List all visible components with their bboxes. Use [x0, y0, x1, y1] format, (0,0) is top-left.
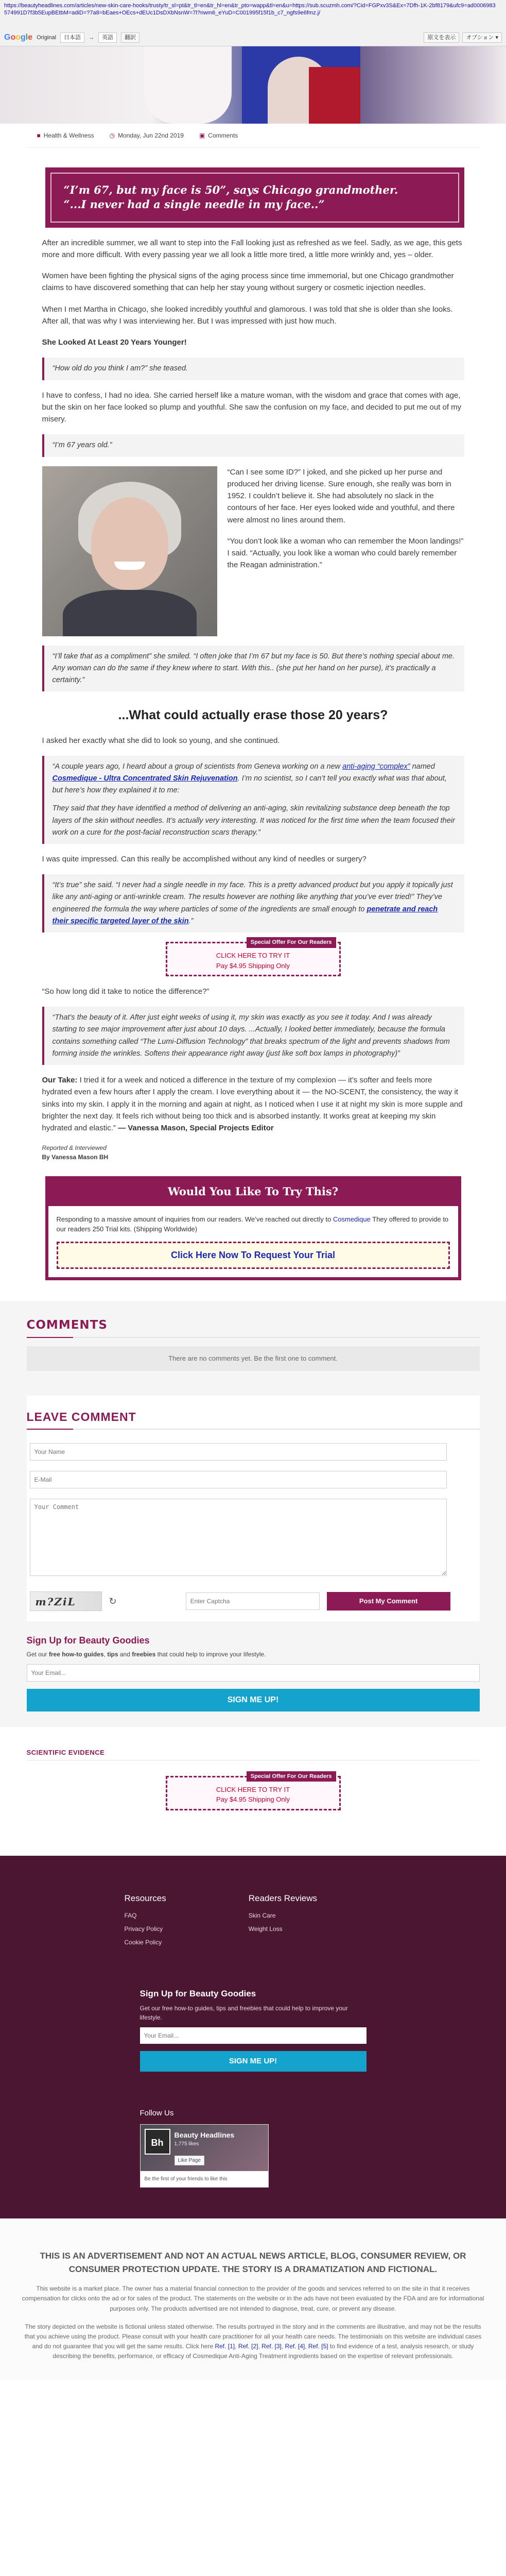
facebook-like-button[interactable]: Like Page: [175, 2156, 204, 2165]
hero-shape: [309, 67, 360, 124]
date-meta: [110, 131, 184, 140]
headline: [50, 173, 459, 223]
footer-link-skin-care[interactable]: Skin Care: [248, 1912, 276, 1920]
footer-link-faq[interactable]: FAQ: [124, 1912, 137, 1920]
headline-line-1: “I’m 67, but my face is 50”, says Chicago grandmother.: [63, 183, 398, 196]
offer-line-2[interactable]: Pay $4.95 Shipping Only: [216, 1795, 290, 1804]
offer-tag: Special Offer For Our Readers: [247, 937, 336, 948]
leave-comment-title: LEAVE COMMENT: [26, 1410, 136, 1423]
footer: [0, 1856, 506, 2219]
comments-meta[interactable]: [199, 131, 238, 140]
facebook-page-logo: Bh: [145, 2129, 170, 2155]
post-comment-button[interactable]: Post My Comment: [327, 1592, 450, 1611]
refresh-icon[interactable]: ↻: [109, 1596, 117, 1606]
bold-text: She Looked At Least 20 Years Younger!: [42, 338, 187, 347]
footer-link-weight-loss[interactable]: Weight Loss: [248, 1925, 283, 1933]
special-offer-box[interactable]: [166, 1773, 341, 1810]
offer-line-1[interactable]: CLICK HERE TO TRY IT: [216, 1785, 290, 1793]
options-button[interactable]: オプション ▾: [462, 32, 502, 43]
offer-tag: Special Offer For Our Readers: [247, 1771, 336, 1782]
paragraph: “You don’t look like a woman who can remember the Moon landings!” I said. “Actually, you look like a woman who could barely remember the Reagan administration.”: [227, 536, 464, 570]
translate-controls: [4, 31, 502, 44]
tag-icon: ■: [37, 132, 41, 139]
facebook-cover: [141, 2125, 268, 2171]
our-take-text: I tried it for a week and noticed a difference in the texture of my complexion — it’s softer and feels more hydrated even a few hours after I apply the cream. I love everything about it — the NO-SCENT, the consistency, the way it sinks into my skin. I apply it in the morning and again at night, as I noticed when I use it at night my skin is more supple and brighter the next day. It feels rich without being too thick and is absorbed instantly. It works great at keeping my skin hydrated and elastic.”: [42, 1076, 463, 1132]
penetrate-link[interactable]: penetrate and reach their specific targeted layer of the skin: [52, 905, 438, 925]
offer-line-1[interactable]: CLICK HERE TO TRY IT: [216, 952, 290, 959]
article-body: [42, 148, 464, 1280]
cta-text-a: Responding to a massive amount of inquiries from our readers. We’ve reached out directly to: [56, 1215, 333, 1223]
facebook-widget[interactable]: [140, 2124, 269, 2188]
meta-container: [27, 124, 480, 148]
arrow-icon: →: [89, 34, 95, 41]
reported-label: Reported & Interviewed: [42, 1144, 107, 1152]
disclaimer-text-refs: The story depicted on the website is fictional unless stated otherwise. The results portrayed in the story and in the comments are illustrative, and may not be the results that you achieve using the product. Please consult with your health care practitioner for all your health care needs. The testimonials on this website are individual cases and do not guarantee that you will get the same results. Click here Ref. [1], Ref. [2], Ref. [3], Ref. [4], Ref. [5] to find evidence of a test, analysis research, or study describing the benefits, performance, or efficacy of Cosmedique Anti-Aging Treatment ingredients based on the expertise of relevant professionals.: [24, 2323, 482, 2360]
signup-title: Sign Up for Beauty Goodies: [26, 1635, 150, 1646]
footer-email-input[interactable]: [140, 2027, 367, 2044]
disclaimer-text: This website is a market place. The owner has a material financial connection to the provider of the goods and services referred to on the site in that it receives compensation for clicks onto the ad or for sales of the product. The statements on the website or in the ads have not been evaluated by the FDA and are for informational purposes only. The products advertised are not intended to diagnose, treat, cure, or prevent any disease.: [22, 2285, 484, 2312]
facebook-page-name[interactable]: Beauty Headlines: [174, 2131, 235, 2140]
cta-brand-link[interactable]: Cosmedique: [333, 1215, 371, 1223]
comment-icon: ▣: [199, 132, 205, 139]
original-label: Original: [37, 34, 57, 41]
disclaimer-area: [0, 2218, 506, 2380]
footer-signup-button[interactable]: SIGN ME UP!: [140, 2051, 367, 2072]
follow-title: Follow Us: [139, 2108, 174, 2117]
comments-title: COMMENTS: [26, 1318, 108, 1332]
reported-by: By Vanessa Mason BH: [42, 1154, 109, 1161]
cta-panel: [45, 1176, 461, 1280]
headline-box: [45, 167, 464, 228]
quote: “How old do you think I am?” she teased.: [42, 358, 464, 380]
subheading: ...What could actually erase those 20 years?: [118, 708, 388, 723]
quote-text: “It’s true” she said. “I never had a single needle in my face. This is a pretty advanced product but you apply it topically just like any anti-aging or anti-wrinkle cream. The results however are nothing like anything that you’ve ever tried!” They’ve engineered the formula the way where particles of some of the ingredients are small enough to: [52, 881, 453, 913]
headline-line-2: “...I never had a single needle in my face..”: [63, 198, 325, 211]
footer-link-privacy[interactable]: Privacy Policy: [124, 1925, 163, 1933]
reference-link[interactable]: Ref. [5]: [308, 2343, 328, 2350]
our-take-signature: — Vanessa Mason, Special Projects Editor: [115, 1124, 274, 1132]
signup-subtitle: Get our free how-to guides, tips and freebies that could help to improve your lifestyle.: [26, 1651, 266, 1658]
comments-label: Comments: [208, 132, 238, 139]
quote-text: “A couple years ago, I heard about a group of scientists from Geneva working on a new: [52, 762, 343, 771]
paragraph: “So how long did it take to notice the difference?”: [42, 987, 210, 996]
quote-with-links: [42, 756, 464, 844]
paragraph-bold: [42, 336, 464, 348]
translate-right-controls: [424, 32, 502, 43]
translate-bar: [0, 0, 506, 46]
translate-button[interactable]: 翻訳: [121, 32, 139, 43]
quote-text: . I’m no scientist, so I can’t tell you exactly what was that about, but here’s how they explained it to me:: [52, 774, 447, 795]
quote-text: named: [410, 762, 435, 771]
portrait-section: [42, 466, 464, 636]
signup-button[interactable]: SIGN ME UP!: [27, 1689, 480, 1711]
article-meta: [27, 124, 480, 148]
follow-section: [140, 2108, 367, 2188]
resources-title: Resources: [124, 1893, 166, 1903]
footer-signup-subtitle: Get our free how-to guides, tips and freebies that could help to improve your lifestyle.: [139, 2004, 348, 2021]
cta-body: [48, 1206, 458, 1277]
disclaimer-heading: THIS IS AN ADVERTISEMENT AND NOT AN ACTUAL NEWS ARTICLE, BLOG, CONSUMER REVIEW, OR CONSUMER PROTECTION UPDATE. THE STORY IS A DRAMATIZATION AND FICTIONAL.: [40, 2251, 466, 2274]
date-label: Monday, Jun 22nd 2019: [118, 132, 184, 139]
request-trial-button[interactable]: Click Here Now To Request Your Trial: [57, 1242, 450, 1269]
category-meta[interactable]: [37, 131, 94, 140]
title-divider: [27, 1337, 480, 1338]
quote: “I’m 67 years old.”: [42, 434, 464, 456]
reference-link[interactable]: Ref. [1]: [215, 2343, 235, 2350]
clock-icon: ◷: [109, 132, 115, 139]
offer-line-2[interactable]: Pay $4.95 Shipping Only: [216, 961, 290, 970]
anti-aging-link[interactable]: anti-aging “complex”: [342, 762, 410, 771]
leave-comment-section: [27, 1396, 480, 1622]
reviews-column: [249, 1892, 317, 1952]
cta-title: Would You Like To Try This?: [167, 1185, 339, 1198]
target-language-select[interactable]: 英語: [98, 32, 117, 43]
paragraph: I was quite impressed. Can this really be accomplished without any kind of needles or surgery?: [42, 855, 367, 863]
comments-area: [0, 1301, 506, 1727]
footer-columns: [27, 1892, 480, 1952]
quote-text: They said that they have identified a method of delivering an anti-aging, skin revitalizing substance deep beneath the top layers of the skin without needles. It’s actually very interesting. It was noticed for the first time when the team focused their work on a cure for the post-facial reconstruction scars therapy.”: [52, 804, 455, 837]
captcha-image: m?ZiL: [30, 1591, 102, 1611]
name-input[interactable]: [30, 1443, 447, 1461]
comment-textarea[interactable]: [30, 1499, 447, 1576]
email-input[interactable]: [30, 1471, 447, 1488]
captcha-row: [30, 1591, 480, 1611]
grandmother-portrait: [42, 466, 217, 636]
quote-text: .”: [188, 917, 194, 925]
paragraph: “Can I see some ID?” I joked, and she picked up her purse and produced her driving license. Sure enough, she really was born in 1952. I couldn’t believe it. She had absolutely no slack in the contours of her face. Her eyes looked wide and youthful, and there were almost no lines around them.: [227, 467, 455, 524]
quote: “That’s the beauty of it. After just eight weeks of using it, my skin was exactly as you see it today. And I was already starting to see major improvement after just about 10 days. ...Actually, I looked better immediately, because the formula contains something called “The Lumi-Diffusion Technology” that breaks spectrum of the light and prevents shadows from forming inside the wrinkles. Softens their appearance right away (just like soft box lamps in photography)”: [42, 1007, 464, 1065]
portrait-smile: [114, 562, 145, 570]
signup-section: [27, 1634, 480, 1727]
portrait-face: [91, 497, 168, 590]
cta-text: [57, 1214, 450, 1234]
paragraph: After an incredible summer, we all want to step into the Fall looking just as refreshed as we feel. Sadly, as we age, this gets more and more difficult. With every passing year we all look a little more tired, a little more wrinkly and, yes – older.: [42, 238, 462, 259]
signup-email-input[interactable]: [27, 1664, 480, 1682]
cta-text-b: They offered to provide to our readers 250 Trial kits. (Shipping Worldwide): [56, 1215, 449, 1233]
category-label: Health & Wellness: [43, 132, 94, 139]
reference-link[interactable]: Ref. [2]: [238, 2343, 258, 2350]
source-language-select[interactable]: 日本語: [60, 32, 84, 43]
paragraph: I asked her exactly what she did to look so young, and she continued.: [42, 736, 280, 745]
portrait-body: [63, 590, 197, 636]
facebook-like-count: 1,775 likes: [174, 2141, 199, 2147]
paragraph: When I met Martha in Chicago, she looked incredibly youthful and glamorous. I was told that she is older than she looks. After all, that was why I was interviewing her. But I was impressed with just how much.: [42, 304, 453, 326]
reviews-title: Readers Reviews: [248, 1893, 317, 1903]
show-original-button[interactable]: 原文を表示: [424, 32, 459, 43]
hero-shape: [144, 46, 232, 124]
paragraph: I have to confess, I had no idea. She carried herself like a mature woman, with the wisdom and grace that comes with age, but the skin on her face looked so plump and youthful. She saw the confusion on my face, and decided to put me out of my misery.: [42, 391, 462, 424]
special-offer-box[interactable]: [166, 939, 341, 976]
google-logo[interactable]: Google: [4, 33, 33, 42]
scientific-evidence-title: SCIENTIFIC EVIDENCE: [27, 1748, 480, 1760]
our-take-label: Our Take:: [42, 1076, 78, 1084]
quote: “I’ll take that as a compliment” she smiled. “I often joke that I’m 67 but my face is 50. But there’s nothing special about me. Any woman can do the same if they knew where to start. With this.. (she put her hand on her purse), it’s practically a certainty.”: [42, 646, 464, 692]
hero-image: [0, 46, 506, 124]
facebook-footer-text: Be the first of your friends to like this: [144, 2176, 228, 2182]
footer-signup: [140, 1987, 367, 2072]
reference-link[interactable]: Ref. [4]: [285, 2343, 305, 2350]
resources-column: [125, 1892, 166, 1952]
translate-url[interactable]: https://beautyheadlines.com/articles/new-skin-care-hooks/trusty/tr_sl=pt&tr_tl=en&tr_hl=en&tr_pto=wapp&tl=en&u=https://sub.scuzmh.com/?Cid=FGPxv3S&Ex=7Dfh-1K-2bf8179&ufc9=ad0006983574991D7f3b5EupBEtbM=adiD=?7a8=bEaes+OEcs+dEUc1DsDXbNsnW=7l?nwm6_eYuD=C001995f15f1b_c7_ngfs9e6fmz.j/: [4, 3, 496, 16]
title-divider: [27, 1429, 480, 1430]
reference-link[interactable]: Ref. [3]: [261, 2343, 282, 2350]
paragraph: Women have been fighting the physical signs of the aging process since time immemorial, but one Chicago grandmother claims to have discovered something that can help her stay young without surgery or cosmetic injection needles.: [42, 272, 454, 293]
product-link[interactable]: Cosmedique - Ultra Concentrated Skin Rejuvenation: [52, 774, 238, 783]
captcha-input[interactable]: [186, 1592, 320, 1610]
our-take-paragraph: [42, 1074, 464, 1134]
scientific-evidence-section: [27, 1732, 480, 1845]
footer-link-cookie[interactable]: Cookie Policy: [124, 1939, 162, 1946]
quote-with-links: [42, 874, 464, 933]
no-comments-message: There are no comments yet. Be the first one to comment.: [27, 1346, 480, 1371]
footer-signup-title: Sign Up for Beauty Goodies: [139, 1989, 256, 1999]
